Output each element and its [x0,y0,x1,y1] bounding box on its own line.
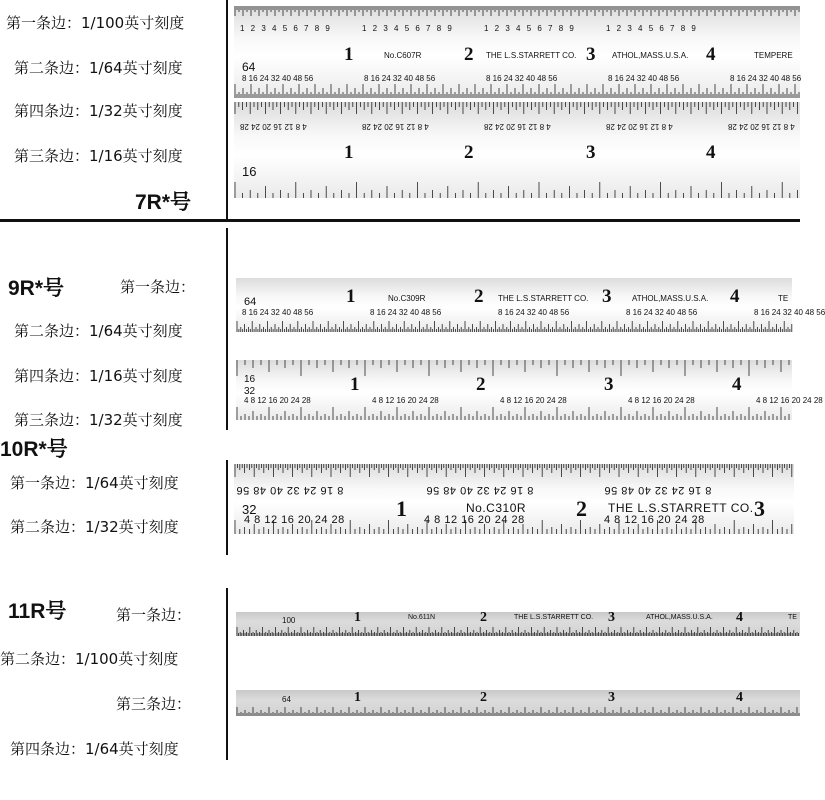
ruler-11r-top-maker: THE L.S.STARRETT CO. [514,614,594,621]
label-9r-edge-1: 第一条边： [120,278,196,296]
ruler-7r-bottom-number-1: 1 [344,142,354,163]
ruler-9r-top-maker: THE L.S.STARRETT CO. [498,294,589,303]
ruler-7r-bottom [234,102,800,198]
ruler-7r-top-place: ATHOL,MASS.U.S.A. [612,51,689,60]
divider-vertical-10r [226,460,228,555]
ruler-10r-top-subticks: 8 16 24 32 40 48 56 [236,484,344,496]
label-7r-edge-2: 第二条边：1/64英寸刻度 [14,59,183,77]
label-9r-edge-3: 第三条边：1/32英寸刻度 [14,411,183,429]
ruler-9r-top-number-2: 2 [474,286,484,307]
ruler-7r-top [234,6,800,98]
ruler-11r-bottom [236,690,800,716]
ruler-7r-top-decimals: 1 2 3 4 5 6 7 8 9 [240,24,332,33]
ruler-7r-bottom-subticks: 4 8 12 16 20 24 28 [728,122,795,131]
ruler-7r-top-number-3: 3 [586,44,596,65]
ruler-10r-number-3: 3 [754,496,765,521]
ruler-11r-top-place: ATHOL,MASS.U.S.A. [646,614,713,621]
ruler-7r-top-subticks: 8 16 24 32 40 48 56 [486,74,558,83]
ruler-9r-top-model-no: No.C309R [388,294,426,303]
ruler-7r-bottom-subticks: 4 8 12 16 20 24 28 [606,122,673,131]
ruler-9r-bottom-number-4: 4 [732,374,742,395]
ruler-7r-top-number-1: 1 [344,44,354,65]
ruler-7r-top-subticks: 8 16 24 32 40 48 56 [608,74,680,83]
ruler-11r-bottom-scale: 64 [282,695,291,704]
label-7r-edge-1: 第一条边：1/100英寸刻度 [6,14,185,32]
ruler-9r-bottom-subticks: 4 8 12 16 20 24 28 [500,396,567,405]
ruler-7r-bottom-scale: 16 [242,164,257,179]
ruler-7r-top-maker: THE L.S.STARRETT CO. [486,51,577,60]
model-title-11r: 11R号 [8,600,67,623]
divider-vertical-7r [226,0,228,222]
ruler-11r-bottom-number-1: 1 [354,690,361,705]
ruler-11r-bottom-ticks [236,690,800,716]
label-9r-edge-4: 第四条边：1/16英寸刻度 [14,367,183,385]
ruler-9r-top-number-3: 3 [602,286,612,307]
ruler-11r-top-number-4: 4 [736,610,743,625]
ruler-9r-top-subticks: 8 16 24 32 40 48 56 [242,308,314,317]
ruler-11r-top-number-2: 2 [480,610,487,625]
ruler-7r-top-subticks: 8 16 24 32 40 48 56 [242,74,314,83]
ruler-11r-bottom-number-4: 4 [736,690,743,705]
ruler-7r-top-decimals: 1 2 3 4 5 6 7 8 9 [484,24,576,33]
ruler-11r-bottom-number-2: 2 [480,690,487,705]
ruler-9r-bottom-number-3: 3 [604,374,614,395]
model-title-10r: 10R*号 [0,438,68,461]
ruler-9r-bottom-scale-16: 16 [244,374,256,385]
ruler-9r-bottom-subticks: 4 8 12 16 20 24 28 [628,396,695,405]
ruler-7r-top-decimals: 1 2 3 4 5 6 7 8 9 [362,24,454,33]
ruler-7r-top-place2: TEMPERE [754,51,793,60]
model-title-7r: 7R*号 [135,191,192,214]
ruler-9r-bottom [236,360,823,420]
ruler-10r-top-subticks: 8 16 24 32 40 48 56 [426,484,534,496]
ruler-9r-bottom-number-1: 1 [350,374,360,395]
ruler-10r [234,464,794,534]
ruler-9r-bottom-number-2: 2 [476,374,486,395]
ruler-7r-top-number-4: 4 [706,44,716,65]
label-10r-edge-2: 第二条边：1/32英寸刻度 [10,518,179,536]
ruler-9r-top-number-1: 1 [346,286,356,307]
ruler-9r-top-subticks: 8 16 24 32 40 48 56 [370,308,442,317]
ruler-9r-bottom-ticks [236,360,792,420]
ruler-9r-top-subticks: 8 16 24 32 40 48 56 [626,308,698,317]
label-10r-edge-1: 第一条边：1/64英寸刻度 [10,474,179,492]
ruler-9r-top-ticks [236,278,792,332]
ruler-10r-subticks: 4 8 12 16 20 24 28 [424,514,525,526]
ruler-7r-bottom-subticks: 4 8 12 16 20 24 28 [240,122,307,131]
ruler-11r-top-model-no: No.611N [408,614,436,621]
ruler-7r-top-scale: 64 [242,60,256,74]
label-11r-edge-1: 第一条边： [116,606,192,624]
label-9r-edge-2: 第二条边：1/64英寸刻度 [14,322,183,340]
label-7r-edge-4: 第四条边：1/32英寸刻度 [14,102,183,120]
divider-vertical-9r [226,228,228,430]
ruler-9r-top-place2: TE [778,294,789,303]
label-7r-edge-3: 第三条边：1/16英寸刻度 [14,147,183,165]
ruler-11r-top [236,612,800,636]
ruler-7r-top-number-2: 2 [464,44,474,65]
ruler-11r-top-scale: 100 [282,616,296,625]
ruler-7r-top-subticks: 8 16 24 32 40 48 56 [364,74,436,83]
ruler-7r-bottom-number-4: 4 [706,142,716,163]
ruler-9r-bottom-subticks: 4 8 12 16 20 24 28 [244,396,311,405]
label-11r-edge-3: 第三条边： [116,695,192,713]
ruler-9r-top-subticks: 8 16 24 32 40 48 56 [498,308,570,317]
ruler-11r-bottom-number-3: 3 [608,690,615,705]
ruler-9r-top-subticks: 8 16 24 32 40 48 56 [754,308,825,317]
ruler-7r-top-decimals: 1 2 3 4 5 6 7 8 9 [606,24,698,33]
ruler-9r-bottom-scale-32: 32 [244,386,256,397]
ruler-7r-bottom-subticks: 4 8 12 16 20 24 28 [362,122,429,131]
model-title-9r: 9R*号 [8,277,65,300]
ruler-7r-top-model-no: No.C607R [384,51,422,60]
ruler-11r-top-number-3: 3 [608,610,615,625]
ruler-9r-top-number-4: 4 [730,286,740,307]
ruler-10r-number-1: 1 [396,496,407,521]
ruler-11r-top-number-1: 1 [354,610,361,625]
ruler-9r-top-place: ATHOL,MASS.U.S.A. [632,294,709,303]
ruler-9r-bottom-subticks: 4 8 12 16 20 24 28 [372,396,439,405]
ruler-10r-model-no: No.C310R [466,501,527,515]
ruler-7r-bottom-subticks: 4 8 12 16 20 24 28 [484,122,551,131]
ruler-10r-maker: THE L.S.STARRETT CO. [608,501,754,515]
ruler-10r-top-subticks: 8 16 24 32 40 48 56 [604,484,712,496]
label-11r-edge-2: 第二条边：1/100英寸刻度 [0,650,179,668]
ruler-11r-top-place2: TE [788,614,797,621]
ruler-10r-scale: 32 [242,502,257,517]
divider-vertical-11r [226,588,228,760]
ruler-10r-number-2: 2 [576,496,587,521]
ruler-9r-top [236,278,825,332]
ruler-9r-bottom-subticks: 4 8 12 16 20 24 28 [756,396,823,405]
divider-horizontal-7r [0,219,800,222]
ruler-7r-bottom-number-3: 3 [586,142,596,163]
ruler-9r-top-scale: 64 [244,296,257,308]
ruler-7r-top-subticks: 8 16 24 32 40 48 56 [730,74,802,83]
label-11r-edge-4: 第四条边：1/64英寸刻度 [10,740,179,758]
ruler-10r-subticks: 4 8 12 16 20 24 28 [244,514,345,526]
ruler-10r-subticks: 4 8 12 16 20 24 28 [604,514,705,526]
ruler-7r-bottom-number-2: 2 [464,142,474,163]
